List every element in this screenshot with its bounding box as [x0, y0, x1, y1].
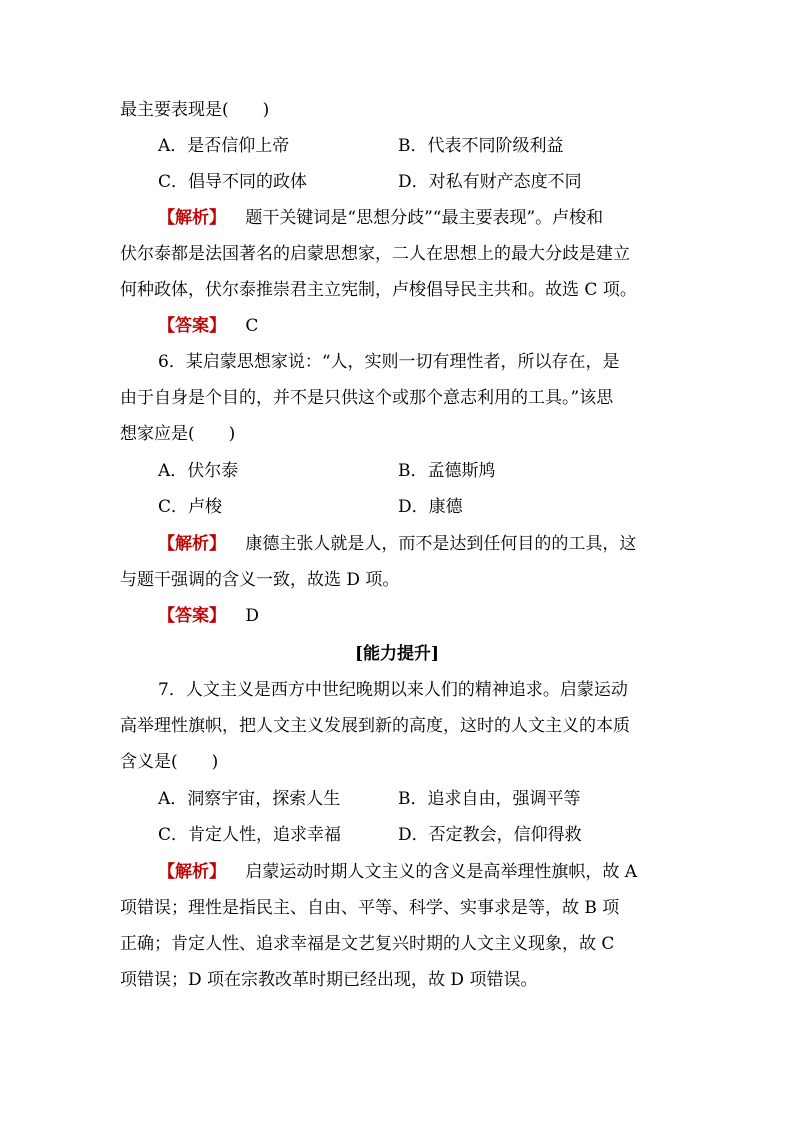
q5-analysis-line-2: 伏尔泰都是法国著名的启蒙思想家，二人在思想上的最大分歧是建立 — [120, 244, 630, 264]
q6-analysis-line-2: 与题干强调的含义一致，故选 D 项。 — [120, 570, 400, 590]
q6-stem-line-1: 6．某启蒙思想家说：“人，实则一切有理性者，所以存在，是 — [158, 352, 620, 372]
section-title: [能力提升] — [354, 644, 440, 664]
q7-stem-line-1: 7．人文主义是西方中世纪晚期以来人们的精神追求。启蒙运动 — [158, 680, 628, 700]
q7-stem-line-3: 含义是( ) — [120, 752, 219, 772]
q7-option-d: D．否定教会，信仰得救 — [398, 825, 582, 845]
q5-option-a: A．是否信仰上帝 — [158, 136, 290, 156]
q7-option-a: A．洞察宇宙，探索人生 — [158, 789, 341, 809]
q5-analysis-line-1 — [158, 207, 603, 229]
q7-stem-line-2: 高举理性旗帜，把人文主义发展到新的高度，这时的人文主义的本质 — [120, 716, 630, 736]
q5-option-c: C．倡导不同的政体 — [158, 172, 308, 192]
q6-stem-line-2: 由于自身是个目的，并不是只供这个或那个意志利用的工具。”该思 — [120, 388, 614, 408]
q6-option-c: C．卢梭 — [158, 497, 223, 517]
q5-answer-line — [158, 315, 258, 337]
q7-analysis-text-1: 启蒙运动时期人文主义的含义是高举理性旗帜，故 A — [245, 862, 638, 882]
q5-stem-tail: 最主要表现是( ) — [120, 100, 270, 120]
q6-analysis-text-1: 康德主张人就是人，而不是达到任何目的的工具，这 — [245, 534, 637, 554]
q5-analysis-tag: 【解析】 — [158, 208, 226, 228]
q7-analysis-line-1 — [158, 861, 637, 883]
q7-option-b: B．追求自由，强调平等 — [398, 789, 581, 809]
q6-analysis-line-1 — [158, 533, 636, 555]
q6-option-d: D．康德 — [398, 497, 463, 517]
q6-option-a: A．伏尔泰 — [158, 461, 239, 481]
q5-option-d: D．对私有财产态度不同 — [398, 172, 582, 192]
q5-answer-tag: 【答案】 — [158, 316, 226, 336]
q5-option-b: B．代表不同阶级利益 — [398, 136, 564, 156]
q5-answer: C — [245, 316, 259, 336]
q6-answer-line — [158, 605, 259, 627]
q7-option-c: C．肯定人性，追求幸福 — [158, 825, 342, 845]
q7-analysis-line-4: 项错误；D 项在宗教改革时期已经出现，故 D 项错误。 — [120, 970, 538, 990]
q6-answer: D — [245, 606, 260, 626]
q6-analysis-tag: 【解析】 — [158, 534, 226, 554]
q5-analysis-line-3: 何种政体，伏尔泰推崇君主立宪制，卢梭倡导民主共和。故选 C 项。 — [120, 280, 637, 300]
q7-analysis-line-3: 正确；肯定人性、追求幸福是文艺复兴时期的人文主义现象，故 C — [120, 934, 615, 954]
q5-analysis-text-1: 题干关键词是“思想分歧”“最主要表现”。卢梭和 — [245, 208, 604, 228]
q6-option-b: B．孟德斯鸠 — [398, 461, 496, 481]
q7-analysis-line-2: 项错误；理性是指民主、自由、平等、科学、实事求是等，故 B 项 — [120, 898, 620, 918]
q6-stem-line-3: 想家应是( ) — [120, 424, 236, 444]
q7-analysis-tag: 【解析】 — [158, 862, 226, 882]
q6-answer-tag: 【答案】 — [158, 606, 226, 626]
